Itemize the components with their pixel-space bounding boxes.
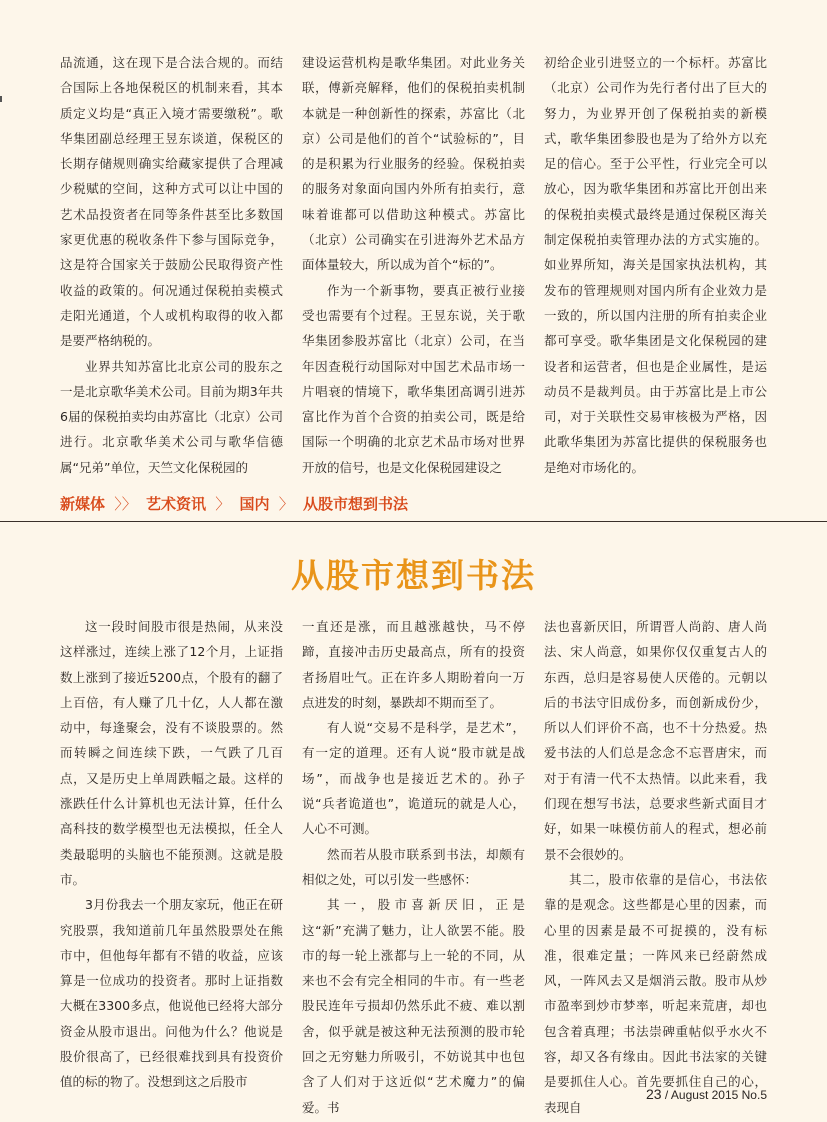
article-column-1 [60, 614, 283, 1090]
page-number: 23 [645, 1086, 662, 1102]
top-column-1 [60, 50, 283, 475]
paragraph: 其一，股市喜新厌旧，正是这“新”充满了魅力，让人欲罢不能。股市的每一轮上涨都与上一轮的不同，从来也不会有完全相同的牛市。有一些老股民连年亏损却仍然乐此不疲、难以割舍，似乎就是被这种无法预测的股市轮回之无穷魅力所吸引，不妨说其中也包含了人们对于这近似“艺术魔力”的偏爱。书 [302, 897, 525, 1115]
breadcrumb-separator: 〉 [278, 495, 294, 513]
paragraph: 其二，股市依靠的是信心，书法依靠的是观念。这些都是心里的因素，而心里的因素是最不可捉摸的，没有标准，很难定量；一阵风来已经蔚然成风，一阵风去又是烟消云散。股市从炒市盈率到炒市梦率，听起来荒唐，却也包含着真理；书法崇碑重帖似乎水火不容，却又各有缘由。因此书法家的关键是要抓住人心。首先要抓住自己的心，表现自 [544, 871, 767, 1115]
top-column-3 [544, 50, 767, 475]
article-title: 从股市想到书法 [291, 556, 536, 595]
section-divider [0, 521, 827, 522]
issue-label: August 2015 No.5 [670, 1088, 767, 1102]
paragraph: 建设运营机构是歌华集团。对此业务关联，傅新亮解释，他们的保税拍卖机制本就是一种创新性的探索，苏富比（北京）公司是他们的首个“试验标的”，目的是积累为行业服务的经验。保税拍卖的服务对象面向国内外所有拍卖行，意味着谁都可以借助这种模式。苏富比（北京）公司确实在引进海外艺术品方面体量较大，所以成为首个“标的”。 [302, 55, 525, 273]
paragraph: 一直还是涨，而且越涨越快，马不停蹄，直接冲击历史最高点，所有的投资者扬眉吐气。正在许多人期盼着向一万点进发的时刻，暴跌却不期而至了。 [302, 619, 525, 710]
paragraph: 然而若从股市联系到书法，却颇有相似之处，可以引发一些感怀： [302, 846, 525, 887]
paragraph: 初给企业引进竖立的一个标杆。苏富比（北京）公司作为先行者付出了巨大的努力，为业界开创了保税拍卖的新模式，歌华集团参股也是为了给外方以充足的信心。至于公平性，行业完全可以放心，因为歌华集团和苏富比开创出来的保税拍卖模式最终是通过保税区海关制定保税拍卖管理办法的方式实施的。如业界所知，海关是国家执法机构，其发布的管理规则对国内所有企业效力是一致的，所以国内注册的所有拍卖企业都可享受。歌华集团是文化保税园的建设者和运营者，但也是企业属性，是运动员不是裁判员。由于苏富比是上市公司，对于关联性交易审核极为严格，因此歌华集团为苏富比提供的保税服务也是绝对市场化的。 [544, 55, 767, 475]
paragraph: 法也喜新厌旧，所谓晋人尚韵、唐人尚法、宋人尚意，如果你仅仅重复古人的东西，总归是容易使人厌倦的。元朝以后的书法守旧成份多，而创新成份少，所以人们评价不高，也不十分热爱。热爱书法的人们总是念念不忘晋唐宋，而对于有清一代不太热情。以此来看，我们现在想写书法，总要求些新式面目才好，如果一味模仿前人的程式，想必前景不会很妙的。 [544, 619, 767, 862]
page-footer [646, 1086, 767, 1102]
breadcrumb-current: 从股市想到书法 [303, 495, 409, 513]
footer-slash: / [664, 1088, 669, 1102]
paragraph: 品流通，这在现下是合法合规的。而结合国际上各地保税区的机制来看，其本质定义均是“真正入境才需要缴税”。歌华集团副总经理王昱东谈道，保税区的长期存储规则确实给藏家提供了合理减少税赋的空间，这种方式可以让中国的艺术品投资者在同等条件甚至比多数国家更优惠的税收条件下参与国际竞争，这是符合国家关于鼓励公民取得资产性收益的政策的。何况通过保税拍卖模式走阳光通道，个人或机构取得的收入都是要严格纳税的。 [60, 55, 283, 349]
paragraph: 这一段时间股市很是热闹，从来没这样涨过，连续上涨了12个月，上证指数上涨到了接近5200点，个股有的翻了上百倍，有人赚了几十亿，人人都在激动中，每逢聚会，没有不谈股票的。然而转瞬之间连续下跌，一气跌了几百点，又是历史上单周跌幅之最。这样的涨跌任什么计算机也无法计算，任什么高科技的数学模型也无法模拟，任全人类最聪明的头脑也不能预测。这就是股市。 [60, 619, 283, 887]
paragraph: 3月份我去一个朋友家玩，他正在研究股票，我知道前几年虽然股票处在熊市中，但他每年都有不错的收益，应该算是一位成功的投资者。那时上证指数大概在3300多点，他说他已经将大部分资金从股市退出。问他为什么？他说是股价很高了，已经很难找到具有投资价值的标的物了。没想到这之后股市 [60, 897, 283, 1090]
breadcrumb-separator: 〉〉 [114, 495, 137, 513]
paragraph: 业界共知苏富比北京公司的股东之一是北京歌华美术公司。目前为期3年共6届的保税拍卖均由苏富比（北京）公司进行。北京歌华美术公司与歌华信德属“兄弟”单位，天竺文化保税园的 [60, 358, 283, 475]
paragraph: 作为一个新事物，要真正被行业接受也需要有个过程。王昱东说，关于歌华集团参股苏富比（北京）公司，在当年因查税行动国际对中国艺术品市场一片唱衰的情境下，歌华集团高调引进苏富比作为首个合资的拍卖公司，既是给国际一个明确的北京艺术品市场对世界开放的信号，也是文化保税园建设之 [302, 282, 525, 475]
page-edge-mark [0, 96, 2, 102]
breadcrumb-item-art-news[interactable]: 艺术资讯 [146, 495, 207, 513]
breadcrumb-separator: 〉 [215, 495, 231, 513]
breadcrumb-item-new-media[interactable]: 新媒体 [60, 495, 106, 513]
breadcrumb [60, 493, 408, 514]
top-column-2 [302, 50, 525, 475]
breadcrumb-item-domestic[interactable]: 国内 [239, 495, 270, 513]
paragraph: 有人说“交易不是科学，是艺术”，有一定的道理。还有人说“股市就是战场”，而战争也是接近艺术的。孙子说“兵者诡道也”，诡道玩的就是人心，人心不可测。 [302, 720, 525, 837]
article-column-2 [302, 614, 525, 1115]
